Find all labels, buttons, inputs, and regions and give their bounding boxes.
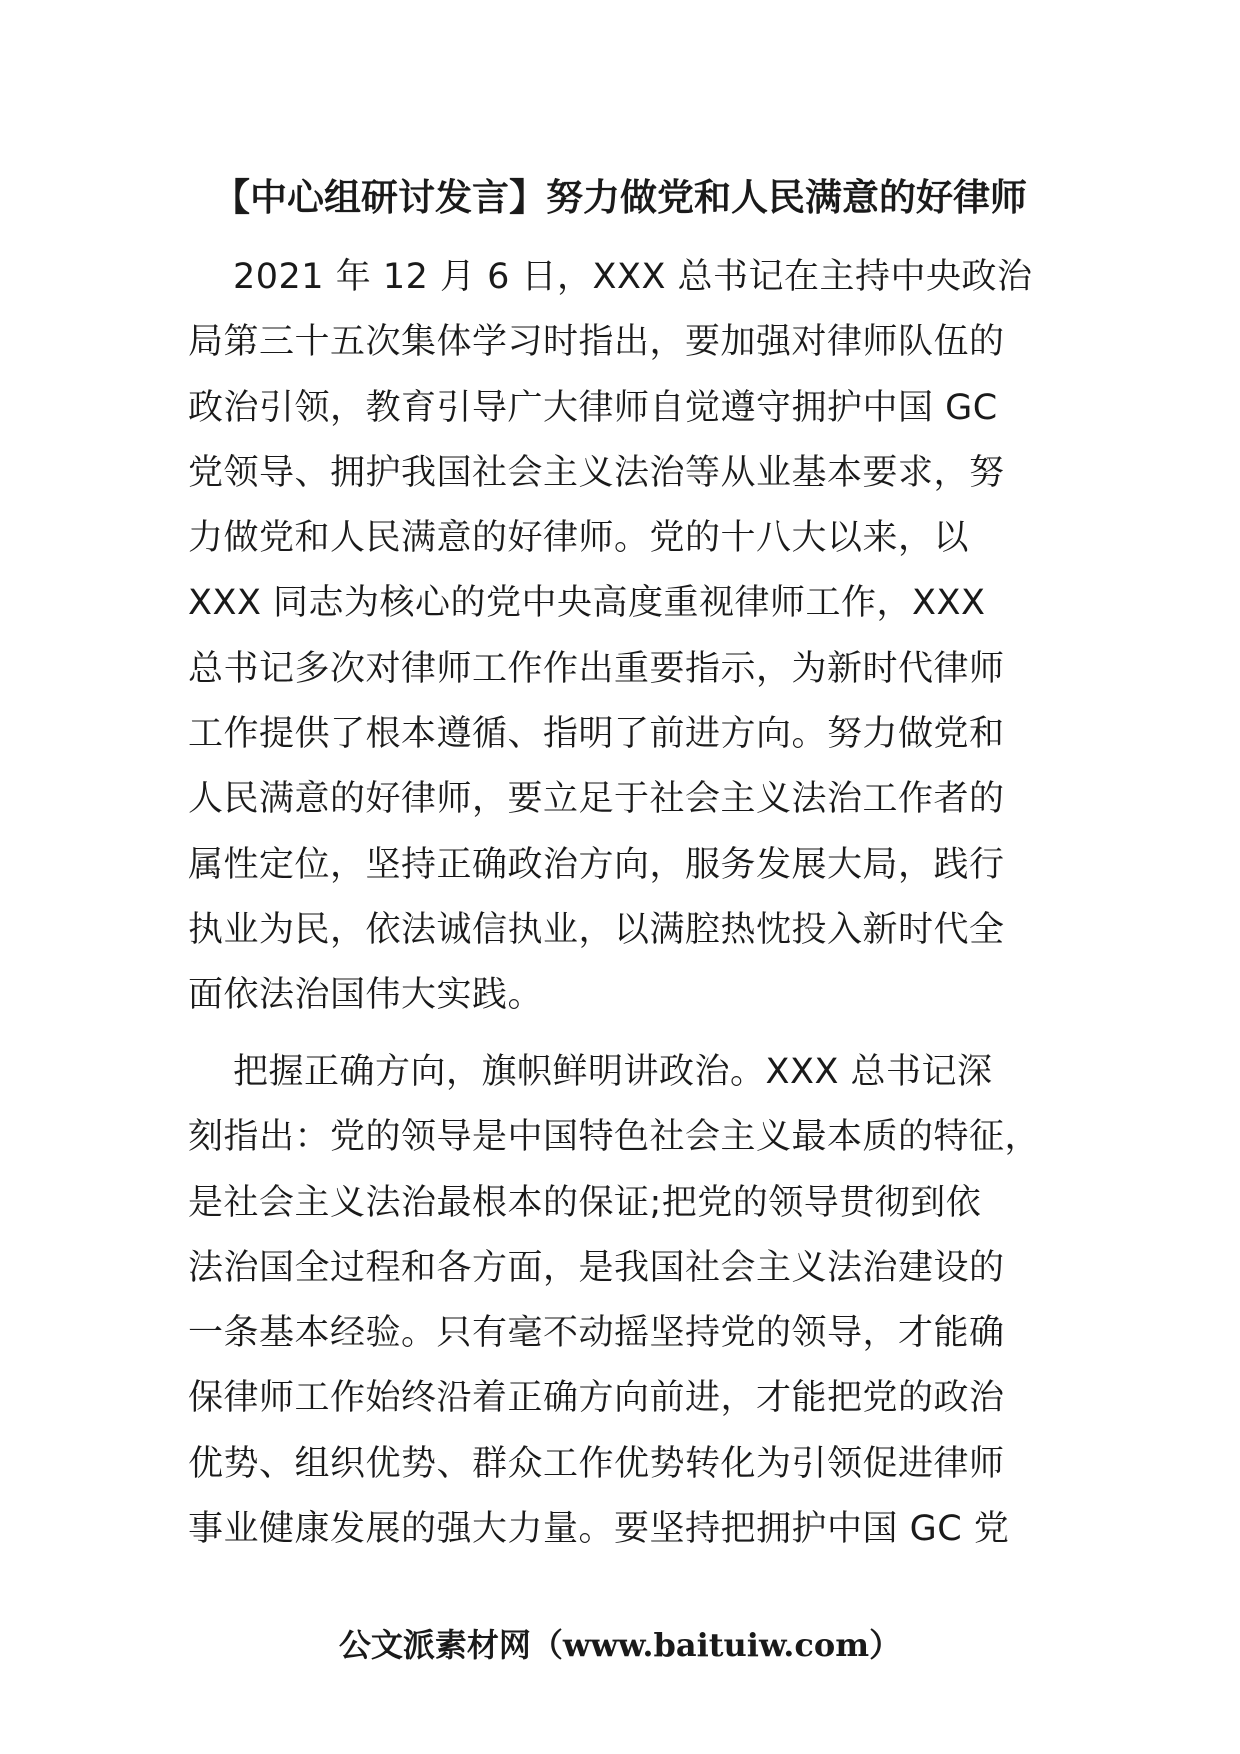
paragraph-2 <box>188 1040 1088 1562</box>
paragraph-line: 一条基本经验。只有毫不动摇坚持党的领导，才能确 <box>188 1313 1005 1354</box>
paragraph-line: 事业健康发展的强大力量。要坚持把拥护中国 GC 党 <box>188 1509 1010 1550</box>
paragraph-line: 总书记多次对律师工作作出重要指示，为新时代律师 <box>188 648 1005 689</box>
paragraph-line: 保律师工作始终沿着正确方向前进，才能把党的政治 <box>188 1378 1005 1419</box>
page-footer <box>0 1620 1240 1670</box>
paragraph-line: 优势、组织优势、群众工作优势转化为引领促进律师 <box>188 1443 1005 1484</box>
paragraph-line: 力做党和人民满意的好律师。党的十八大以来，以 <box>188 518 970 559</box>
paragraph-line: XXX 同志为核心的党中央高度重视律师工作，XXX <box>188 583 986 624</box>
footer-site-name: 公文派素材网 <box>338 1626 531 1664</box>
paragraph-line: 面依法治国伟大实践。 <box>188 975 544 1016</box>
paragraph-line: 政治引领，教育引导广大律师自觉遵守拥护中国 GC <box>188 387 998 428</box>
paragraph-1 <box>188 245 1088 1029</box>
paragraph-line: 法治国全过程和各方面，是我国社会主义法治建设的 <box>188 1247 1005 1288</box>
paragraph-line: 人民满意的好律师，要立足于社会主义法治工作者的 <box>188 779 1005 820</box>
paragraph-line: 刻指出：党的领导是中国特色社会主义最本质的特征， <box>188 1117 1041 1158</box>
paragraph-line: 执业为民，依法诚信执业，以满腔热忱投入新时代全 <box>188 909 1005 950</box>
paragraph-line: 是社会主义法治最根本的保证;把党的领导贯彻到依 <box>188 1182 982 1223</box>
paragraph-line: 2021 年 12 月 6 日，XXX 总书记在主持中央政治 <box>233 257 1033 297</box>
paragraph-line: 局第三十五次集体学习时指出，要加强对律师队伍的 <box>188 322 1005 363</box>
paragraph-line: 把握正确方向，旗帜鲜明讲政治。XXX 总书记深 <box>233 1052 993 1092</box>
paragraph-line: 党领导、拥护我国社会主义法治等从业基本要求，努 <box>188 452 1005 493</box>
document-title: 【中心组研讨发言】努力做党和人民满意的好律师 <box>213 176 1027 219</box>
paragraph-line: 工作提供了根本遵循、指明了前进方向。努力做党和 <box>188 714 1005 755</box>
footer-url: （www.baituiw.com） <box>530 1626 902 1664</box>
paragraph-line: 属性定位，坚持正确政治方向，服务发展大局，践行 <box>188 844 1005 885</box>
